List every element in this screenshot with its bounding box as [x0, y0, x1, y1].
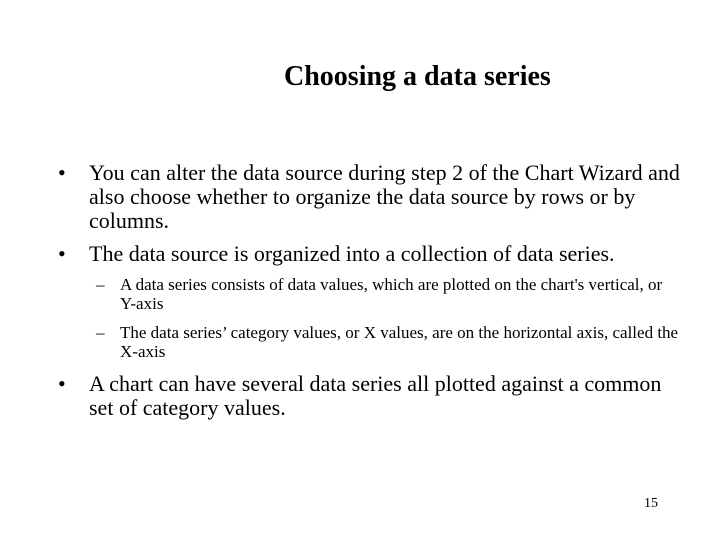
page-number: 15 — [644, 496, 658, 511]
bullet-text: The data source is organized into a collection of data series. — [89, 241, 615, 266]
sub-bullet-marker: – — [96, 323, 105, 342]
bullet-marker: • — [58, 241, 66, 266]
sub-bullet-item-2 — [96, 323, 680, 361]
bullet-text: You can alter the data source during step 2 of the Chart Wizard and also choose whether to organize the data source by rows or by columns. — [89, 160, 680, 233]
sub-bullet-item-1 — [96, 275, 680, 313]
bullet-item-1 — [58, 160, 689, 233]
sub-bullet-text: A data series consists of data values, which are plotted on the chart's vertical, or Y-axis — [120, 275, 663, 313]
bullet-item-2 — [58, 241, 689, 266]
bullet-item-3 — [58, 371, 689, 420]
bullet-marker: • — [58, 371, 66, 396]
sub-bullet-marker: – — [96, 275, 105, 294]
bullet-marker: • — [58, 160, 66, 185]
slide-title: Choosing a data series — [284, 61, 551, 92]
bullet-text: A chart can have several data series all plotted against a common set of category values. — [89, 371, 662, 420]
sub-bullet-text: The data series’ category values, or X values, are on the horizontal axis, called the X-axis — [120, 323, 679, 361]
